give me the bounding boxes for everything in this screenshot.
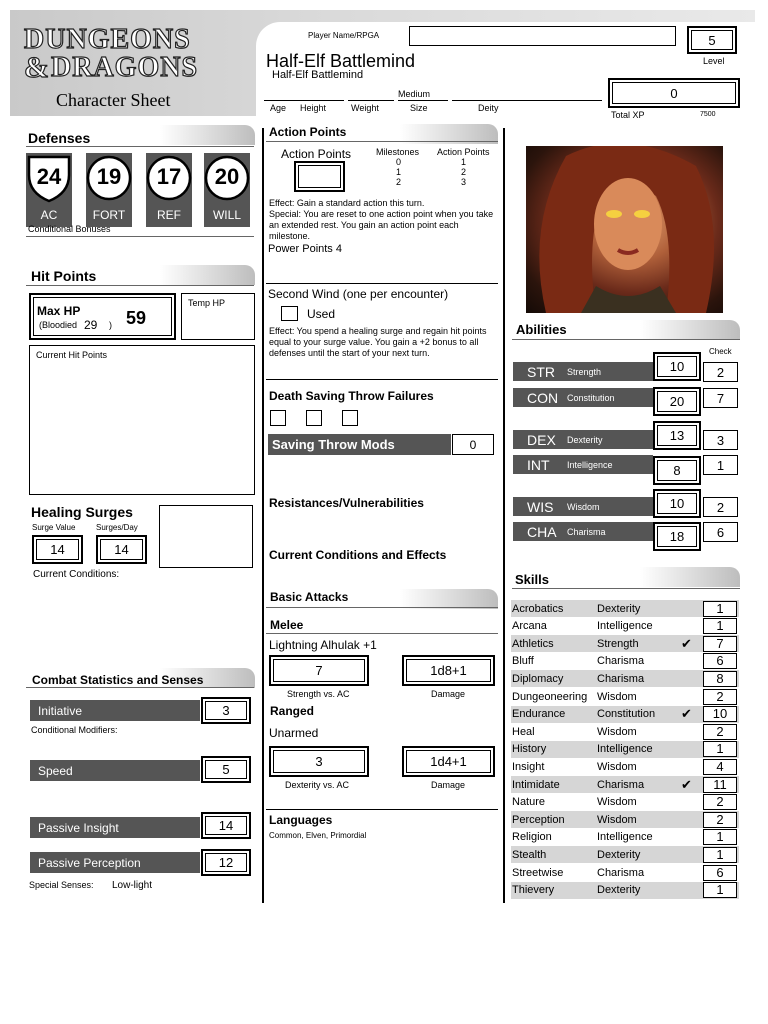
skill-value[interactable]: 2 (703, 812, 737, 828)
player-name-field[interactable] (409, 26, 676, 46)
ranged-attack-box[interactable]: 3 (269, 746, 369, 777)
skill-name: Acrobatics (512, 602, 564, 615)
special-senses-label: Special Senses: (29, 880, 94, 890)
skill-row-religion[interactable] (511, 829, 739, 846)
defense-fort (86, 153, 132, 227)
skill-value[interactable]: 7 (703, 636, 737, 652)
passive-insight-box[interactable]: 14 (201, 812, 251, 839)
trained-check-icon: ✔ (681, 635, 692, 651)
bloodied-label: (Bloodied (39, 320, 78, 330)
ap-effect: Effect: Gain a standard action this turn. (269, 198, 425, 208)
ability-check-wis[interactable]: 2 (703, 497, 738, 517)
ranged-weapon: Unarmed (269, 726, 319, 740)
ability-bar-wis (513, 497, 653, 516)
skill-ability: Wisdom (597, 725, 637, 738)
skill-row-diplomacy[interactable] (511, 670, 739, 687)
skill-row-bluff[interactable] (511, 653, 739, 670)
ability-name: Wisdom (567, 501, 600, 512)
skill-value[interactable]: 1 (703, 882, 737, 898)
defense-value: 17 (156, 164, 182, 189)
saving-throw-mods-box[interactable]: 0 (452, 434, 494, 455)
logo (24, 26, 230, 82)
ranged-damage-label: Damage (431, 780, 466, 790)
skill-row-athletics[interactable] (511, 635, 739, 652)
passive-insight-bar: Passive Insight (30, 817, 200, 838)
passive-perception-bar: Passive Perception (30, 852, 200, 873)
ability-score-int[interactable]: 8 (653, 456, 701, 485)
surge-value-box[interactable]: 14 (32, 535, 83, 564)
ability-name: Constitution (567, 392, 615, 403)
skill-ability: Charisma (597, 672, 645, 685)
ability-check-dex[interactable]: 3 (703, 430, 738, 450)
skill-ability: Intelligence (597, 743, 653, 756)
milestone-ap-value: 2 (461, 167, 467, 177)
check-label: Check (709, 347, 732, 356)
death-save-checkbox-1[interactable] (270, 410, 286, 426)
skill-value[interactable]: 1 (703, 847, 737, 863)
ability-bar-str (513, 362, 653, 381)
current-conditions-label: Current Conditions: (33, 569, 120, 580)
xp-label: Total XP (611, 110, 645, 120)
defense-value: 20 (214, 164, 240, 189)
skill-name: Diplomacy (512, 672, 564, 685)
ability-score-wis[interactable]: 10 (653, 489, 701, 518)
skill-name: Bluff (512, 655, 534, 668)
weight-label: Weight (351, 103, 379, 113)
skill-ability: Charisma (597, 655, 645, 668)
skill-row-dungeoneering[interactable] (511, 688, 739, 705)
level-label: Level (703, 56, 725, 66)
level-box[interactable]: 5 (687, 26, 737, 54)
skill-ability: Wisdom (597, 760, 637, 773)
ability-bar-int (513, 455, 653, 474)
ability-name: Intelligence (567, 459, 613, 470)
skill-name: Perception (512, 813, 565, 826)
death-save-checkbox-2[interactable] (306, 410, 322, 426)
skill-name: Religion (512, 831, 552, 844)
languages-value: Common, Elven, Primordial (269, 831, 367, 840)
skill-ability: Wisdom (597, 690, 637, 703)
skill-ability: Charisma (597, 778, 645, 791)
skill-name: Arcana (512, 620, 547, 633)
ability-check-cha[interactable]: 6 (703, 522, 738, 542)
skill-value[interactable]: 4 (703, 759, 737, 775)
skill-row-insight[interactable] (511, 758, 739, 775)
current-conditions-title: Current Conditions and Effects (269, 548, 447, 562)
skill-row-stealth[interactable] (511, 846, 739, 863)
milestones-label: Milestones (376, 147, 420, 157)
skill-value[interactable]: 1 (703, 741, 737, 757)
ap-col-label: Action Points (437, 147, 490, 157)
power-points: Power Points 4 (268, 243, 342, 255)
action-points-box[interactable] (294, 161, 345, 192)
ability-name: Dexterity (567, 434, 603, 445)
melee-damage-box[interactable]: 1d8+1 (402, 655, 495, 686)
initiative-box[interactable]: 3 (201, 697, 251, 724)
skill-value[interactable]: 1 (703, 618, 737, 634)
trained-check-icon: ✔ (681, 706, 692, 722)
skill-ability: Dexterity (597, 602, 641, 615)
logo-line2: DRAGONS (51, 52, 199, 83)
surges-notes-box[interactable] (159, 505, 253, 568)
skill-ability: Intelligence (597, 620, 653, 633)
defense-ref (146, 153, 192, 227)
skill-ability: Intelligence (597, 831, 653, 844)
ability-bar-cha (513, 522, 653, 541)
skill-ability: Wisdom (597, 796, 637, 809)
skill-row-heal[interactable] (511, 723, 739, 740)
ability-abbr: DEX (527, 431, 556, 448)
skill-name: Streetwise (512, 866, 564, 879)
melee-attack-box[interactable]: 7 (269, 655, 369, 686)
combat-stats-title: Combat Statistics and Senses (32, 673, 204, 687)
skill-ability: Charisma (597, 866, 645, 879)
skill-row-acrobatics[interactable] (511, 600, 739, 617)
skill-name: Insight (512, 760, 545, 773)
defense-will (204, 153, 250, 227)
bloodied-value: 29 (84, 318, 98, 332)
skill-name: Athletics (512, 637, 554, 650)
skill-value[interactable]: 11 (703, 777, 737, 793)
skill-name: Dungeoneering (512, 690, 588, 703)
death-saves-title: Death Saving Throw Failures (269, 389, 434, 403)
ability-abbr: WIS (527, 498, 554, 515)
defense-label: REF (157, 208, 181, 222)
second-wind-effect: Effect: You spend a healing surge and regain hit points equal to your surge value. You gain a +2 bonus to all defenses until the start of your next turn. (269, 326, 487, 358)
skill-row-nature[interactable] (511, 794, 739, 811)
class-line: Half-Elf Battlemind (272, 69, 364, 81)
skill-row-arcana[interactable] (511, 618, 739, 635)
defense-label: FORT (92, 208, 126, 222)
skill-name: Stealth (512, 848, 547, 861)
skill-name: History (512, 743, 547, 756)
skill-value[interactable]: 10 (703, 706, 737, 722)
hit-points-title: Hit Points (31, 268, 97, 284)
skill-row-thievery[interactable] (511, 882, 739, 899)
surges-day-label: Surges/Day (96, 523, 138, 532)
skill-name: Thievery (512, 884, 555, 897)
skill-row-streetwise[interactable] (511, 864, 739, 881)
milestone-ap-value: 1 (461, 157, 467, 167)
skill-value[interactable]: 6 (703, 653, 737, 669)
defenses-title: Defenses (28, 130, 91, 146)
max-hp-label: Max HP (37, 304, 81, 318)
action-points-box-label: Action Points (281, 147, 352, 161)
defense-value: 19 (96, 164, 122, 189)
current-hp-label: Current Hit Points (36, 350, 108, 360)
ability-score-str[interactable]: 10 (653, 352, 701, 381)
skill-ability: Dexterity (597, 884, 641, 897)
milestone-value: 1 (396, 167, 402, 177)
age-label: Age (270, 103, 287, 113)
speed-box[interactable]: 5 (201, 756, 251, 783)
melee-damage-label: Damage (431, 689, 466, 699)
defense-value: 24 (36, 164, 62, 189)
ability-abbr: STR (527, 363, 555, 380)
skill-name: Endurance (512, 708, 566, 721)
skill-value[interactable]: 1 (703, 601, 737, 617)
player-name-label: Player Name/RPGA (308, 31, 380, 40)
languages-title: Languages (269, 813, 333, 827)
trained-check-icon: ✔ (681, 776, 692, 792)
resistances-title: Resistances/Vulnerabilities (269, 496, 424, 510)
saving-throw-mods-bar: Saving Throw Mods (268, 434, 451, 455)
second-wind-used-label: Used (307, 307, 336, 321)
second-wind-title: Second Wind (one per encounter) (268, 287, 449, 301)
max-hp-box[interactable] (29, 293, 176, 340)
logo-amp: & (24, 51, 49, 84)
size-label: Size (410, 103, 428, 113)
skill-ability: Strength (597, 637, 639, 650)
xp-next: 7500 (700, 111, 716, 118)
action-points-title: Action Points (269, 125, 347, 139)
ability-check-int[interactable]: 1 (703, 455, 738, 475)
melee-vs: Strength vs. AC (287, 689, 350, 699)
milestone-value: 2 (396, 177, 402, 187)
deity-label: Deity (478, 103, 499, 113)
ability-score-dex[interactable]: 13 (653, 421, 701, 450)
skill-value[interactable]: 2 (703, 689, 737, 705)
ranged-label: Ranged (270, 704, 315, 718)
ability-name: Charisma (567, 526, 606, 537)
skill-ability: Dexterity (597, 848, 641, 861)
current-hp-box[interactable] (29, 345, 255, 495)
skill-row-perception[interactable] (511, 811, 739, 828)
milestone-ap-value: 3 (461, 177, 467, 187)
ability-abbr: INT (527, 456, 550, 473)
skill-value[interactable]: 2 (703, 794, 737, 810)
temp-hp-label: Temp HP (188, 298, 226, 308)
milestone-value: 0 (396, 157, 402, 167)
ability-abbr: CON (527, 389, 559, 406)
skill-ability: Constitution (597, 708, 656, 721)
ability-name: Strength (567, 366, 602, 377)
defense-label: WILL (212, 208, 241, 222)
skill-value[interactable]: 8 (703, 671, 737, 687)
speed-bar: Speed (30, 760, 200, 781)
skill-row-intimidate[interactable] (511, 776, 739, 793)
surges-day-box[interactable]: 14 (96, 535, 147, 564)
ap-special: Special: You are reset to one action point when you take an extended rest. You gain an action point each milestone. (269, 209, 494, 241)
skill-row-history[interactable] (511, 741, 739, 758)
melee-weapon: Lightning Alhulak +1 (269, 638, 377, 652)
conditional-modifiers-label: Conditional Modifiers: (31, 725, 118, 735)
skill-ability: Wisdom (597, 813, 637, 826)
skill-value[interactable]: 1 (703, 829, 737, 845)
temp-hp-box[interactable] (181, 293, 255, 340)
defense-ac (26, 153, 72, 227)
ability-check-con[interactable]: 7 (703, 388, 738, 408)
size-value: Medium (398, 89, 431, 99)
character-name[interactable]: Half-Elf Battlemind (266, 51, 416, 71)
logo-line1: DUNGEONS (24, 24, 191, 55)
ability-check-str[interactable]: 2 (703, 362, 738, 382)
portrait-illustration (526, 146, 723, 313)
second-wind-used-checkbox[interactable] (281, 306, 298, 321)
bloodied-close: ) (109, 320, 112, 330)
skill-row-endurance[interactable] (511, 706, 739, 723)
skill-name: Intimidate (512, 778, 560, 791)
height-label: Height (300, 103, 327, 113)
abilities-title: Abilities (516, 322, 567, 337)
ranged-damage-box[interactable]: 1d4+1 (402, 746, 495, 777)
skill-name: Heal (512, 725, 535, 738)
initiative-bar: Initiative (30, 700, 200, 721)
skills-title: Skills (515, 572, 549, 587)
character-portrait (526, 146, 723, 313)
melee-label: Melee (270, 618, 304, 632)
defense-label: AC (40, 208, 58, 222)
max-hp-value: 59 (126, 308, 147, 328)
passive-perception-box[interactable]: 12 (201, 849, 251, 876)
ability-score-cha[interactable]: 18 (653, 522, 701, 551)
conditional-bonuses-label: Conditional Bonuses (28, 224, 111, 234)
surge-value-label: Surge Value (32, 523, 76, 532)
ability-bar-dex (513, 430, 653, 449)
sheet-subtitle: Character Sheet (56, 90, 171, 110)
death-save-checkbox-3[interactable] (342, 410, 358, 426)
basic-attacks-title: Basic Attacks (270, 590, 349, 604)
skill-value[interactable]: 6 (703, 865, 737, 881)
ability-abbr: CHA (527, 523, 557, 540)
special-senses-value: Low-light (112, 880, 153, 891)
ability-score-con[interactable]: 20 (653, 387, 701, 416)
ranged-vs: Dexterity vs. AC (285, 780, 350, 790)
xp-box[interactable]: 0 (608, 78, 740, 108)
skill-value[interactable]: 2 (703, 724, 737, 740)
healing-surges-title: Healing Surges (31, 504, 133, 520)
ability-bar-con (513, 388, 653, 407)
skill-name: Nature (512, 796, 546, 809)
